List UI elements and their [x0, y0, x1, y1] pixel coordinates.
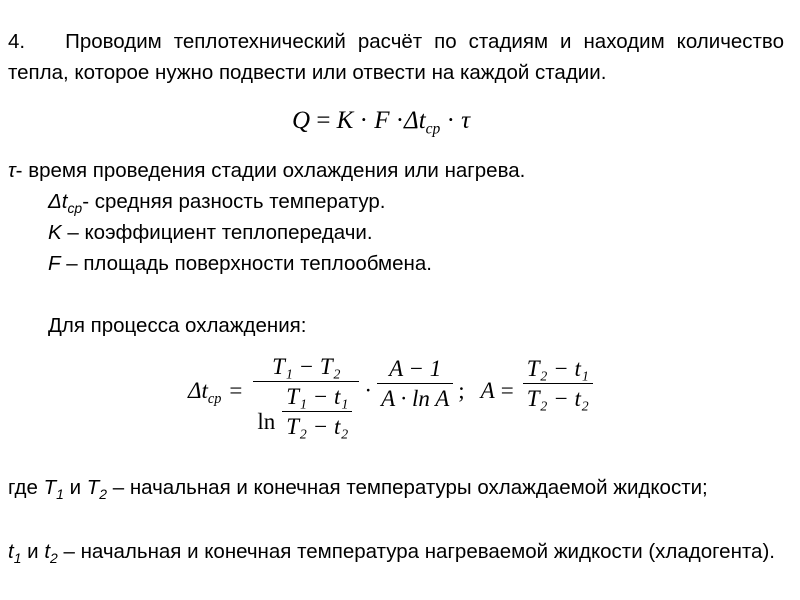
where-rest: – начальная и конечная температуры охлаждаемой жидкости;	[107, 476, 708, 499]
cool-frac-2	[377, 357, 453, 410]
t-t2: t	[44, 540, 51, 563]
formula-k: K	[336, 107, 354, 134]
cool-frac1-inner-den: T₂ − t₂	[286, 414, 349, 439]
cool-lhs: Δt	[188, 378, 208, 403]
cool-lhs-sub: ср	[207, 390, 222, 407]
cool-frac1-inner-bar	[282, 411, 352, 412]
formula-eq: =	[316, 107, 331, 134]
definition-k	[8, 217, 784, 248]
cool-frac1-num: T₁ − T₂	[272, 354, 341, 379]
formula-dot-1: ·	[359, 107, 368, 134]
formula-dot-2: ·	[395, 107, 405, 134]
formula-q: Q	[292, 107, 311, 134]
def-text-tau: - время проведения стадии охлаждения или нагрева.	[15, 159, 526, 182]
where-prefix: где	[8, 476, 44, 499]
def-text-k: – коэффициент теплопередачи.	[61, 221, 373, 244]
definitions-block	[8, 155, 784, 279]
where-and: и	[63, 476, 87, 499]
def-symbol-dt-sub: ср	[67, 199, 83, 216]
intro-paragraph	[8, 26, 784, 88]
formula-tau: τ	[461, 107, 471, 134]
def-text-dt: - средняя разность температур.	[82, 190, 386, 213]
cool-frac2-bar	[377, 383, 453, 384]
cool-frac1-inner-num: T₁ − t₁	[286, 384, 349, 409]
cool-frac1-inner	[282, 385, 352, 438]
where-T2: T	[86, 476, 100, 499]
cool-frac-1	[253, 355, 359, 438]
def-symbol-tau: τ	[8, 159, 16, 182]
def-symbol-f: F	[48, 252, 61, 275]
formula-dt-sub: ср	[425, 120, 441, 138]
where-paragraph	[8, 472, 784, 503]
t-paragraph	[8, 536, 784, 567]
t-t1-sub: 1	[13, 549, 22, 566]
cool-frac3-den: T₂ − t₂	[526, 386, 589, 411]
step-number: 4.	[8, 30, 26, 53]
where-T2-sub: 2	[99, 485, 108, 502]
t-rest: – начальная и конечная температура нагреваемой жидкости (хладогента).	[57, 540, 775, 563]
formula-f: F	[374, 107, 390, 134]
cool-separator: ;	[458, 378, 465, 403]
t-t2-sub: 2	[50, 549, 58, 566]
formula-dt: Δt	[404, 107, 426, 134]
t-t1: t	[8, 540, 14, 563]
cool-frac2-den: A · ln A	[381, 386, 450, 411]
intro-text: Проводим теплотехнический расчёт по стадиям и находим количество тепла, которое нужно подвести или отвести на каждой стадии.	[8, 30, 784, 84]
where-T1: T	[43, 476, 57, 499]
cool-frac2-num: A − 1	[389, 356, 442, 381]
cool-frac-3	[523, 357, 593, 410]
formula-dot-3: ·	[446, 107, 455, 134]
cool-frac1-bar	[253, 381, 359, 382]
definition-f	[8, 248, 784, 279]
cool-frac3-bar	[523, 383, 593, 384]
where-T1-sub: 1	[56, 485, 64, 502]
def-symbol-dt: Δt	[48, 190, 68, 213]
main-formula	[292, 107, 471, 138]
cool-frac3-num: T₂ − t₁	[526, 356, 589, 381]
definition-dt	[8, 186, 784, 217]
definition-tau	[8, 155, 784, 186]
t-and: и	[21, 540, 45, 563]
cooling-formula: $\Delta t_{ср}$ = T₁ − T₂ ln $\frac{\text{T₁ − t₁}}{\text{T₂ − t₂}}$ · $\frac{A - 1}{\text{A · ln A}}$ ; A = $\frac{\text{T₂ − t₁}}{\text{T₂ − t₂}}$	[188, 355, 596, 438]
def-symbol-k: K	[48, 221, 62, 244]
cool-frac1-ln: ln	[257, 409, 276, 434]
cool-a-lhs: A	[480, 378, 495, 403]
def-text-f: – площадь поверхности теплообмена.	[60, 252, 432, 275]
cooling-heading: Для процесса охлаждения:	[48, 314, 307, 337]
